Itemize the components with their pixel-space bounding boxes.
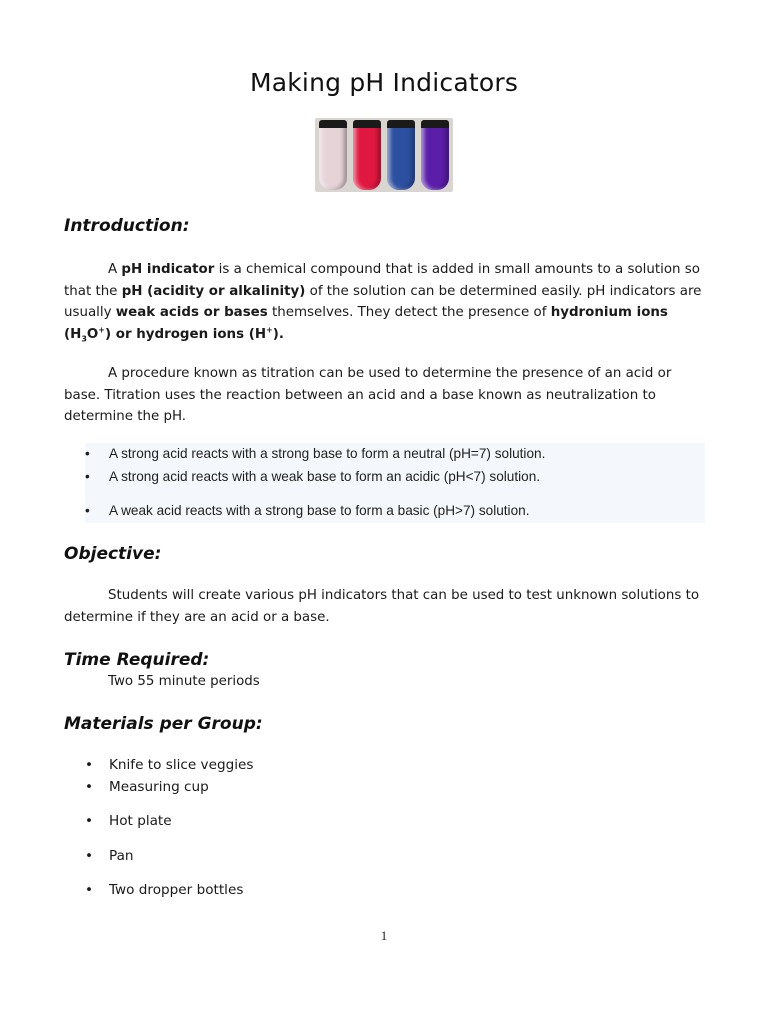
tube-2 xyxy=(353,120,381,190)
time-required-text: Two 55 minute periods xyxy=(108,674,260,689)
list-item: • A weak acid reacts with a strong base to form a basic (pH>7) solution. xyxy=(85,503,530,518)
page-title: Making pH Indicators xyxy=(249,68,519,97)
intro-paragraph-1: A pH indicator is a chemical compound that is added in small amounts to a solution so that the pH (acidity or alkalinity) of the solution can be determined easily. pH indicators are usually weak acids or bases themselves. They detect the presence of hydronium ions $(H_3O^+)$ or hydrogen ions (H+). xyxy=(64,262,702,344)
page-number: 1 xyxy=(380,928,388,943)
tube-4 xyxy=(421,120,449,190)
list-item: • Hot plate xyxy=(85,813,172,829)
list-item: • Two dropper bottles xyxy=(85,882,244,898)
indicator-tubes-photo xyxy=(315,118,453,192)
list-item: • Pan xyxy=(85,848,134,864)
tube-3 xyxy=(387,120,415,190)
introduction-heading: Introduction: xyxy=(64,216,190,236)
materials-heading: Materials per Group: xyxy=(64,714,263,734)
intro-paragraph-2: A procedure known as titration can be used to determine the presence of an acid or base. Titration uses the reaction between an acid and a base known as neutralization to determine the pH. xyxy=(64,366,672,424)
objective-heading: Objective: xyxy=(64,544,162,564)
list-item: • A strong acid reacts with a weak base to form an acidic (pH<7) solution. xyxy=(85,469,541,484)
list-item: • A strong acid reacts with a strong base to form a neutral (pH=7) solution. xyxy=(85,446,546,461)
list-item: • Measuring cup xyxy=(85,779,209,795)
tube-1 xyxy=(319,120,347,190)
list-item: • Knife to slice veggies xyxy=(85,757,254,773)
objective-text: Students will create various pH indicators that can be used to test unknown solutions to determine if they are an acid or a base. xyxy=(64,588,700,625)
time-required-heading: Time Required: xyxy=(64,650,210,670)
